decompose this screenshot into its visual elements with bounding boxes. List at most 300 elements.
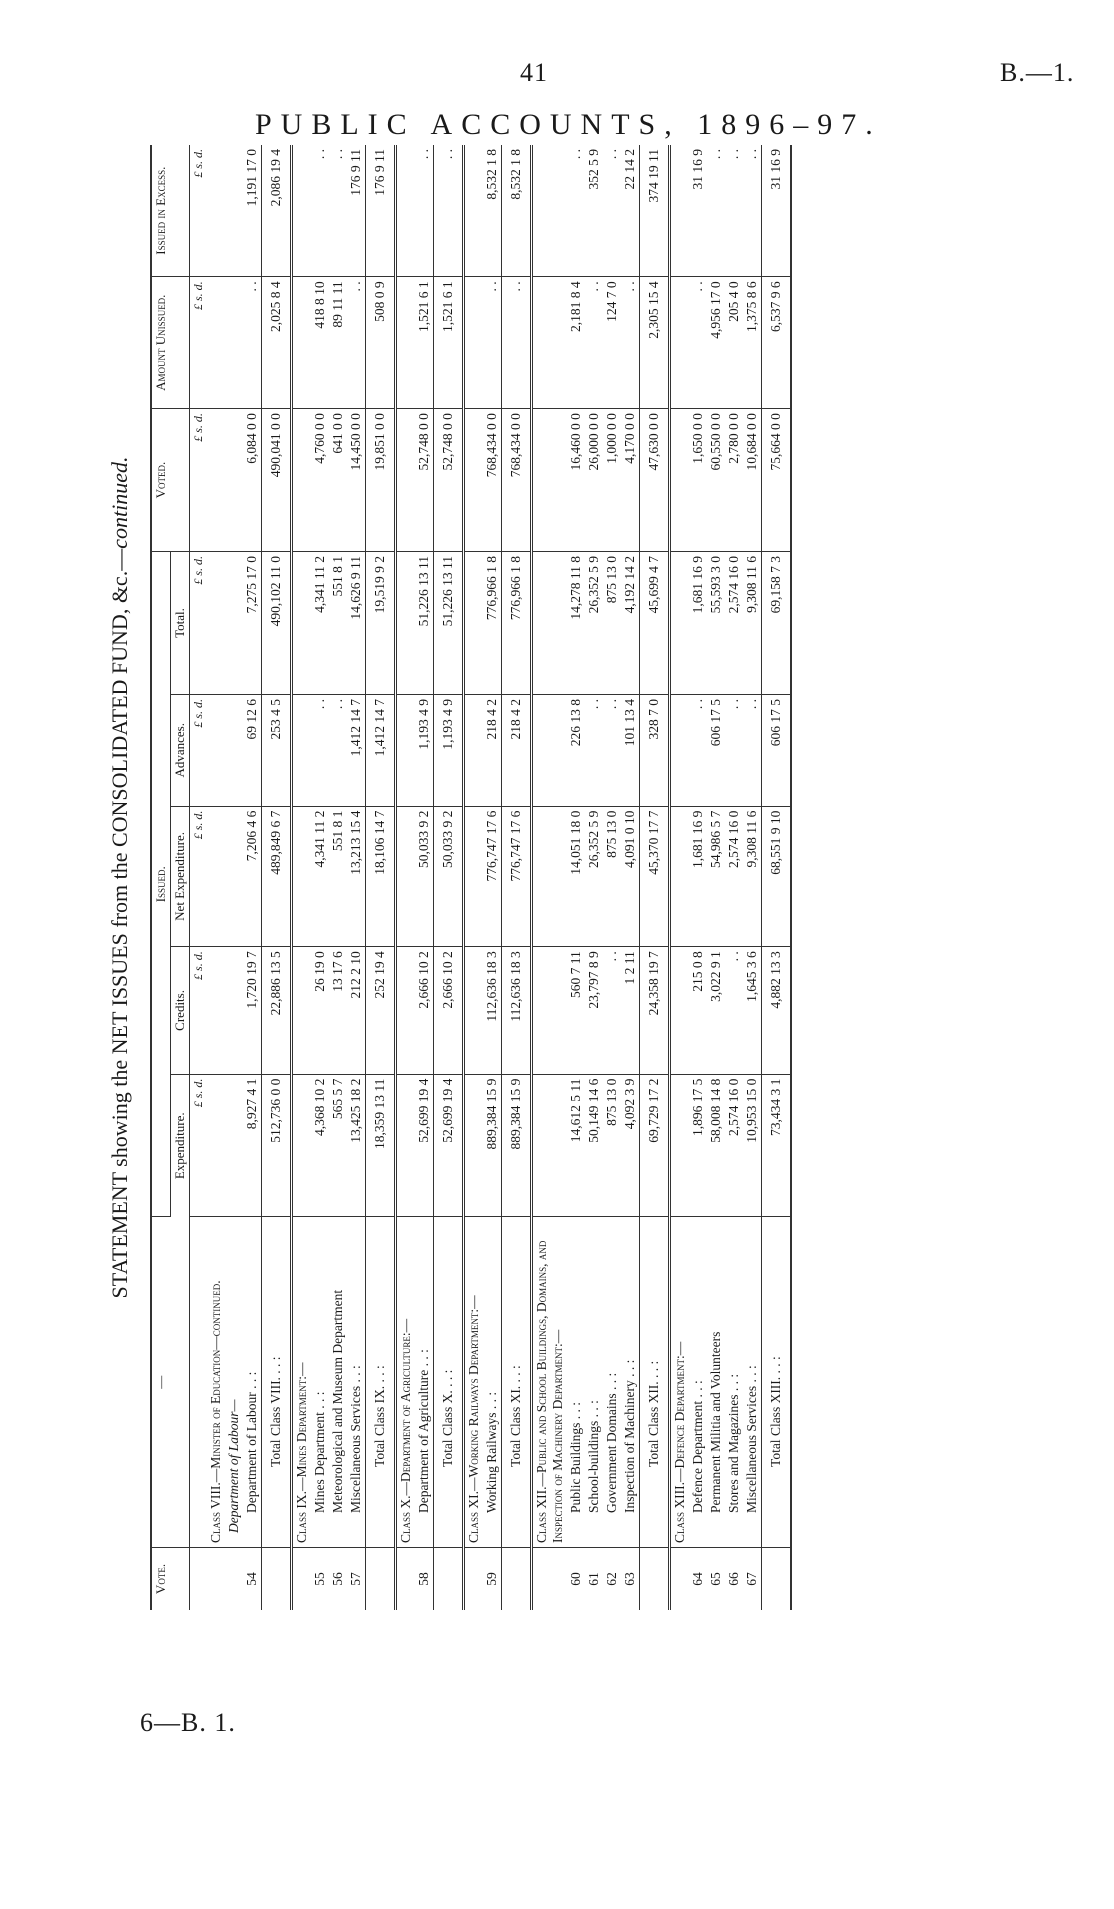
table-row	[621, 145, 640, 1610]
statement-body	[190, 145, 792, 1610]
cell-credits: 4,882 13 3	[762, 947, 792, 1074]
cell-net-expenditure: 4,091 0 10	[621, 806, 640, 947]
cell-expenditure	[396, 1074, 416, 1217]
vote-number: 63	[622, 1572, 637, 1586]
row-description: Inspection of Machinery . . :	[621, 1217, 640, 1548]
cell-expenditure: 1,896 17 5	[689, 1074, 707, 1217]
cell-net-expenditure	[292, 806, 312, 947]
cell-net-expenditure	[207, 806, 225, 947]
cell-total	[207, 552, 225, 695]
cell-advances: 1,412 14 7	[366, 694, 396, 806]
header-amount-unissued: Amount Unissued.	[151, 277, 190, 409]
cell-issued-in-excess: . .	[567, 145, 585, 277]
cell-net-expenditure: 50,033 9 2	[415, 806, 434, 947]
cell-net-expenditure: 551 8 1	[329, 806, 347, 947]
table-row	[725, 145, 743, 1610]
cell-advances	[464, 694, 484, 806]
cell-advances: . .	[725, 694, 743, 806]
cell-credits	[396, 947, 416, 1074]
total-row	[762, 145, 792, 1610]
vote-number	[366, 1547, 396, 1610]
cell-credits	[225, 947, 243, 1074]
cell-total: 7,275 17 0	[243, 552, 262, 695]
vote-number: 62	[604, 1572, 619, 1586]
cell-advances: . .	[585, 694, 603, 806]
cell-expenditure	[207, 1074, 225, 1217]
cell-advances: 1,412 14 7	[347, 694, 366, 806]
row-description: Total Class X. . . :	[434, 1217, 464, 1548]
cell-expenditure: 52,699 19 4	[415, 1074, 434, 1217]
cell-credits	[292, 947, 312, 1074]
cell-issued-in-excess: 176 9 11	[366, 145, 396, 277]
cell-total: 69,158 7 3	[762, 552, 792, 695]
cell-advances: . .	[743, 694, 762, 806]
row-description: Class IX.—Mines Department:—	[292, 1217, 312, 1548]
row-description: School-buildings . . :	[585, 1217, 603, 1548]
cell-voted: 4,760 0 0	[311, 409, 329, 552]
header-expenditure: Expenditure.	[171, 1074, 190, 1217]
cell-advances	[225, 694, 243, 806]
cell-issued-in-excess: . .	[311, 145, 329, 277]
cell-issued-in-excess: . .	[725, 145, 743, 277]
cell-amount-unissued: 2,181 8 4	[567, 277, 585, 409]
cell-total: 51,226 13 11	[415, 552, 434, 695]
cell-net-expenditure: 18,106 14 7	[366, 806, 396, 947]
cell-expenditure: 4,092 3 9	[621, 1074, 640, 1217]
cell-issued-in-excess: 176 9 11	[347, 145, 366, 277]
cell-expenditure: 565 5 7	[329, 1074, 347, 1217]
cell-net-expenditure: 1,681 16 9	[689, 806, 707, 947]
header-credits: Credits.	[171, 947, 190, 1074]
class-heading-row	[464, 145, 484, 1610]
row-description: Total Class VIII. . . :	[262, 1217, 292, 1548]
cell-total: 14,278 11 8	[567, 552, 585, 695]
cell-advances: 253 4 5	[262, 694, 292, 806]
cell-total	[670, 552, 690, 695]
cell-net-expenditure: 2,574 16 0	[725, 806, 743, 947]
cell-voted: 52,748 0 0	[415, 409, 434, 552]
cell-credits: 1 2 11	[621, 947, 640, 1074]
total-row	[640, 145, 670, 1610]
cell-total: 875 13 0	[603, 552, 621, 695]
row-description: Department of Agriculture . . :	[415, 1217, 434, 1548]
cell-expenditure	[670, 1074, 690, 1217]
row-description: Class XII.—Public and School Buildings, Domains, and Inspection of Machinery Department:—	[532, 1217, 568, 1548]
row-description: Mines Department . . :	[311, 1217, 329, 1548]
cell-net-expenditure	[225, 806, 243, 947]
cell-amount-unissued: 1,375 8 6	[743, 277, 762, 409]
cell-credits	[532, 947, 568, 1074]
cell-net-expenditure: 50,033 9 2	[434, 806, 464, 947]
cell-issued-in-excess: 22 14 2	[621, 145, 640, 277]
cell-total: 776,966 1 8	[483, 552, 502, 695]
cell-voted	[396, 409, 416, 552]
vote-number: 66	[726, 1572, 741, 1586]
unit-label: £ s. d.	[190, 694, 208, 806]
cell-advances	[670, 694, 690, 806]
vote-number	[670, 1547, 690, 1610]
cell-credits: . .	[725, 947, 743, 1074]
class-heading-row	[207, 145, 225, 1610]
cell-issued-in-excess: . .	[434, 145, 464, 277]
cell-total	[225, 552, 243, 695]
cell-amount-unissued: 2,025 8 4	[262, 277, 292, 409]
cell-issued-in-excess: 8,532 1 8	[483, 145, 502, 277]
cell-voted: 10,684 0 0	[743, 409, 762, 552]
cell-expenditure: 2,574 16 0	[725, 1074, 743, 1217]
cell-advances: 606 17 5	[762, 694, 792, 806]
cell-expenditure	[464, 1074, 484, 1217]
vote-number	[762, 1547, 792, 1610]
cell-total: 1,681 16 9	[689, 552, 707, 695]
vote-number	[396, 1547, 416, 1610]
cell-credits: 13 17 6	[329, 947, 347, 1074]
unit-label: £ s. d.	[190, 806, 208, 947]
cell-issued-in-excess	[464, 145, 484, 277]
cell-advances	[532, 694, 568, 806]
statement-title	[107, 145, 133, 1610]
table-row	[243, 145, 262, 1610]
cell-credits: 23,797 8 9	[585, 947, 603, 1074]
cell-voted: 60,550 0 0	[707, 409, 725, 552]
cell-amount-unissued: 418 8 10	[311, 277, 329, 409]
cell-total: 9,308 11 6	[743, 552, 762, 695]
cell-credits: 252 19 4	[366, 947, 396, 1074]
row-description: Total Class IX. . . :	[366, 1217, 396, 1548]
cell-voted: 768,434 0 0	[502, 409, 532, 552]
cell-voted: 4,170 0 0	[621, 409, 640, 552]
table-row	[347, 145, 366, 1610]
cell-amount-unissued	[396, 277, 416, 409]
cell-amount-unissued: 205 4 0	[725, 277, 743, 409]
cell-expenditure: 889,384 15 9	[483, 1074, 502, 1217]
cell-advances: 1,193 4 9	[415, 694, 434, 806]
footer-code: 6—B. 1.	[140, 1708, 236, 1737]
cell-advances: 226 13 8	[567, 694, 585, 806]
table-row	[585, 145, 603, 1610]
cell-expenditure: 50,149 14 6	[585, 1074, 603, 1217]
class-heading-row	[396, 145, 416, 1610]
cell-issued-in-excess	[532, 145, 568, 277]
cell-total: 776,966 1 8	[502, 552, 532, 695]
cell-total	[532, 552, 568, 695]
cell-amount-unissued: 124 7 0	[603, 277, 621, 409]
unit-label: £ s. d.	[190, 277, 208, 409]
cell-issued-in-excess: 1,191 17 0	[243, 145, 262, 277]
cell-expenditure: 73,434 3 1	[762, 1074, 792, 1217]
cell-net-expenditure: 7,206 4 6	[243, 806, 262, 947]
cell-credits	[207, 947, 225, 1074]
cell-advances: . .	[329, 694, 347, 806]
row-description: Permanent Militia and Volunteers	[707, 1217, 725, 1548]
statement-title-main: STATEMENT showing the NET ISSUES from the CONSOLIDATED FUND, &c.—	[107, 548, 132, 1299]
cell-expenditure	[225, 1074, 243, 1217]
cell-total: 14,626 9 11	[347, 552, 366, 695]
total-row	[366, 145, 396, 1610]
cell-credits: 212 2 10	[347, 947, 366, 1074]
cell-issued-in-excess: . .	[743, 145, 762, 277]
cell-expenditure: 14,612 5 11	[567, 1074, 585, 1217]
cell-expenditure	[532, 1074, 568, 1217]
table-row	[603, 145, 621, 1610]
row-description: Department of Labour . . :	[243, 1217, 262, 1548]
cell-total	[464, 552, 484, 695]
cell-total: 26,352 5 9	[585, 552, 603, 695]
cell-credits: 3,022 9 1	[707, 947, 725, 1074]
cell-issued-in-excess: . .	[707, 145, 725, 277]
cell-net-expenditure: 45,370 17 7	[640, 806, 670, 947]
cell-voted: 26,000 0 0	[585, 409, 603, 552]
cell-voted: 1,650 0 0	[689, 409, 707, 552]
unit-label: £ s. d.	[190, 947, 208, 1074]
cell-credits: 24,358 19 7	[640, 947, 670, 1074]
cell-issued-in-excess: 31 16 9	[689, 145, 707, 277]
header-issued-in-excess: Issued in Excess.	[151, 145, 190, 277]
cell-expenditure: 875 13 0	[603, 1074, 621, 1217]
cell-expenditure: 4,368 10 2	[311, 1074, 329, 1217]
cell-expenditure: 69,729 17 2	[640, 1074, 670, 1217]
cell-voted	[292, 409, 312, 552]
cell-credits: 560 7 11	[567, 947, 585, 1074]
cell-advances: 218 4 2	[502, 694, 532, 806]
statement-title-continued: continued.	[107, 456, 132, 549]
vote-number: 60	[568, 1572, 583, 1586]
row-description: Total Class XI. . . :	[502, 1217, 532, 1548]
unit-label: £ s. d.	[190, 409, 208, 552]
row-description: Working Railways . . :	[483, 1217, 502, 1548]
cell-net-expenditure: 68,551 9 10	[762, 806, 792, 947]
cell-net-expenditure: 489,849 6 7	[262, 806, 292, 947]
cell-advances	[207, 694, 225, 806]
cell-voted: 768,434 0 0	[483, 409, 502, 552]
header-advances: Advances.	[171, 694, 190, 806]
cell-advances: . .	[603, 694, 621, 806]
cell-issued-in-excess	[396, 145, 416, 277]
cell-net-expenditure	[464, 806, 484, 947]
cell-issued-in-excess: . .	[329, 145, 347, 277]
cell-advances: . .	[311, 694, 329, 806]
cell-expenditure	[292, 1074, 312, 1217]
cell-issued-in-excess: 374 19 11	[640, 145, 670, 277]
cell-expenditure: 52,699 19 4	[434, 1074, 464, 1217]
cell-total: 2,574 16 0	[725, 552, 743, 695]
cell-amount-unissued: 1,521 6 1	[415, 277, 434, 409]
cell-expenditure: 10,953 15 0	[743, 1074, 762, 1217]
table-row	[483, 145, 502, 1610]
cell-issued-in-excess: . .	[603, 145, 621, 277]
cell-credits	[464, 947, 484, 1074]
cell-total: 51,226 13 11	[434, 552, 464, 695]
cell-credits: 112,636 18 3	[483, 947, 502, 1074]
row-description: Total Class XIII. . . :	[762, 1217, 792, 1548]
class-heading-row	[532, 145, 568, 1610]
report-title: PUBLIC ACCOUNTS, 1896–97.	[255, 108, 882, 141]
cell-advances: 1,193 4 9	[434, 694, 464, 806]
cell-advances	[396, 694, 416, 806]
cell-expenditure: 58,008 14 8	[707, 1074, 725, 1217]
cell-total: 490,102 11 0	[262, 552, 292, 695]
statement-table	[150, 145, 792, 1610]
vote-number: 57	[348, 1572, 363, 1586]
cell-issued-in-excess	[207, 145, 225, 277]
cell-expenditure: 889,384 15 9	[502, 1074, 532, 1217]
cell-issued-in-excess: 2,086 19 4	[262, 145, 292, 277]
cell-total: 4,341 11 2	[311, 552, 329, 695]
row-description: Meteorological and Museum Department	[329, 1217, 347, 1548]
vote-number: 64	[690, 1572, 705, 1586]
cell-issued-in-excess: 352 5 9	[585, 145, 603, 277]
cell-net-expenditure: 54,986 5 7	[707, 806, 725, 947]
cell-amount-unissued: . .	[689, 277, 707, 409]
cell-voted: 641 0 0	[329, 409, 347, 552]
cell-voted: 2,780 0 0	[725, 409, 743, 552]
cell-voted: 52,748 0 0	[434, 409, 464, 552]
row-description: Stores and Magazines . . :	[725, 1217, 743, 1548]
cell-net-expenditure: 776,747 17 6	[502, 806, 532, 947]
table-row	[567, 145, 585, 1610]
row-description: Total Class XII. . . :	[640, 1217, 670, 1548]
cell-amount-unissued	[464, 277, 484, 409]
row-description: Government Domains . . :	[603, 1217, 621, 1548]
row-description: Miscellaneous Services . . :	[743, 1217, 762, 1548]
cell-total	[292, 552, 312, 695]
cell-voted	[207, 409, 225, 552]
row-description: Class X.—Department of Agriculture:—	[396, 1217, 416, 1548]
cell-expenditure: 8,927 4 1	[243, 1074, 262, 1217]
cell-credits: 2,666 10 2	[434, 947, 464, 1074]
vote-number: 65	[708, 1572, 723, 1586]
cell-credits: 26 19 0	[311, 947, 329, 1074]
cell-net-expenditure: 13,213 15 4	[347, 806, 366, 947]
cell-voted: 14,450 0 0	[347, 409, 366, 552]
cell-expenditure: 13,425 18 2	[347, 1074, 366, 1217]
cell-credits: 112,636 18 3	[502, 947, 532, 1074]
cell-issued-in-excess	[225, 145, 243, 277]
cell-net-expenditure: 776,747 17 6	[483, 806, 502, 947]
vote-number	[292, 1547, 312, 1610]
cell-advances: . .	[689, 694, 707, 806]
unit-label: £ s. d.	[190, 1074, 208, 1217]
unit-label: £ s. d.	[190, 145, 208, 277]
table-row	[329, 145, 347, 1610]
cell-credits: 1,720 19 7	[243, 947, 262, 1074]
vote-number	[262, 1547, 292, 1610]
header-total: Total.	[171, 552, 190, 695]
cell-amount-unissued	[292, 277, 312, 409]
cell-voted	[670, 409, 690, 552]
cell-total: 45,699 4 7	[640, 552, 670, 695]
table-row	[743, 145, 762, 1610]
header-issued: Issued.	[151, 552, 171, 1217]
cell-net-expenditure: 9,308 11 6	[743, 806, 762, 947]
cell-total: 4,192 14 2	[621, 552, 640, 695]
cell-total	[396, 552, 416, 695]
vote-number: 61	[586, 1572, 601, 1586]
cell-voted: 16,460 0 0	[567, 409, 585, 552]
row-description: Department of Labour—	[225, 1217, 243, 1548]
cell-voted	[532, 409, 568, 552]
vote-number	[434, 1547, 464, 1610]
cell-advances: 328 7 0	[640, 694, 670, 806]
cell-net-expenditure	[532, 806, 568, 947]
cell-total: 551 8 1	[329, 552, 347, 695]
vote-number: 54	[244, 1572, 259, 1586]
cell-issued-in-excess: 31 16 9	[762, 145, 792, 277]
cell-amount-unissued: . .	[483, 277, 502, 409]
vote-number: 67	[744, 1572, 759, 1586]
cell-amount-unissued: 2,305 15 4	[640, 277, 670, 409]
cell-voted: 47,630 0 0	[640, 409, 670, 552]
header-voted: Voted.	[151, 409, 190, 552]
vote-number	[502, 1547, 532, 1610]
row-description: Miscellaneous Services . . :	[347, 1217, 366, 1548]
cell-amount-unissued: . .	[502, 277, 532, 409]
cell-total: 19,519 9 2	[366, 552, 396, 695]
cell-amount-unissued: . .	[621, 277, 640, 409]
vote-number: 58	[416, 1572, 431, 1586]
cell-credits: . .	[603, 947, 621, 1074]
cell-advances: 218 4 2	[483, 694, 502, 806]
cell-amount-unissued: 508 0 9	[366, 277, 396, 409]
report-code: B.—1.	[1000, 58, 1075, 87]
cell-credits	[670, 947, 690, 1074]
class-heading-row	[292, 145, 312, 1610]
table-row	[707, 145, 725, 1610]
header-net-expenditure: Net Expenditure.	[171, 806, 190, 947]
cell-voted	[225, 409, 243, 552]
cell-net-expenditure: 26,352 5 9	[585, 806, 603, 947]
cell-expenditure: 512,736 0 0	[262, 1074, 292, 1217]
row-description: Class XI.—Working Railways Department:—	[464, 1217, 484, 1548]
header-description: —	[151, 1217, 190, 1548]
cell-issued-in-excess	[292, 145, 312, 277]
cell-credits: 1,645 3 6	[743, 947, 762, 1074]
cell-issued-in-excess: . .	[415, 145, 434, 277]
cell-net-expenditure: 875 13 0	[603, 806, 621, 947]
vote-number	[225, 1547, 243, 1610]
cell-voted: 1,000 0 0	[603, 409, 621, 552]
total-row	[262, 145, 292, 1610]
total-row	[502, 145, 532, 1610]
cell-voted: 19,851 0 0	[366, 409, 396, 552]
table-row	[311, 145, 329, 1610]
vote-number: 55	[312, 1572, 327, 1586]
vote-number	[464, 1547, 484, 1610]
units-row	[190, 145, 208, 1610]
cell-net-expenditure: 4,341 11 2	[311, 806, 329, 947]
cell-advances: 101 13 4	[621, 694, 640, 806]
row-description: Defence Department . . :	[689, 1217, 707, 1548]
table-row	[689, 145, 707, 1610]
vote-number	[640, 1547, 670, 1610]
vote-number: 59	[484, 1572, 499, 1586]
page-number: 41	[520, 58, 548, 87]
cell-credits: 22,886 13 5	[262, 947, 292, 1074]
vote-number: 56	[330, 1572, 345, 1586]
cell-amount-unissued: 1,521 6 1	[434, 277, 464, 409]
cell-issued-in-excess	[670, 145, 690, 277]
table-row	[415, 145, 434, 1610]
cell-amount-unissued: . .	[243, 277, 262, 409]
cell-expenditure: 18,359 13 11	[366, 1074, 396, 1217]
cell-amount-unissued: . .	[585, 277, 603, 409]
header-vote: Vote.	[151, 1547, 190, 1610]
cell-credits: 215 0 8	[689, 947, 707, 1074]
cell-amount-unissued: 89 11 11	[329, 277, 347, 409]
cell-voted: 6,084 0 0	[243, 409, 262, 552]
cell-total: 55,593 3 0	[707, 552, 725, 695]
cell-advances: 606 17 5	[707, 694, 725, 806]
